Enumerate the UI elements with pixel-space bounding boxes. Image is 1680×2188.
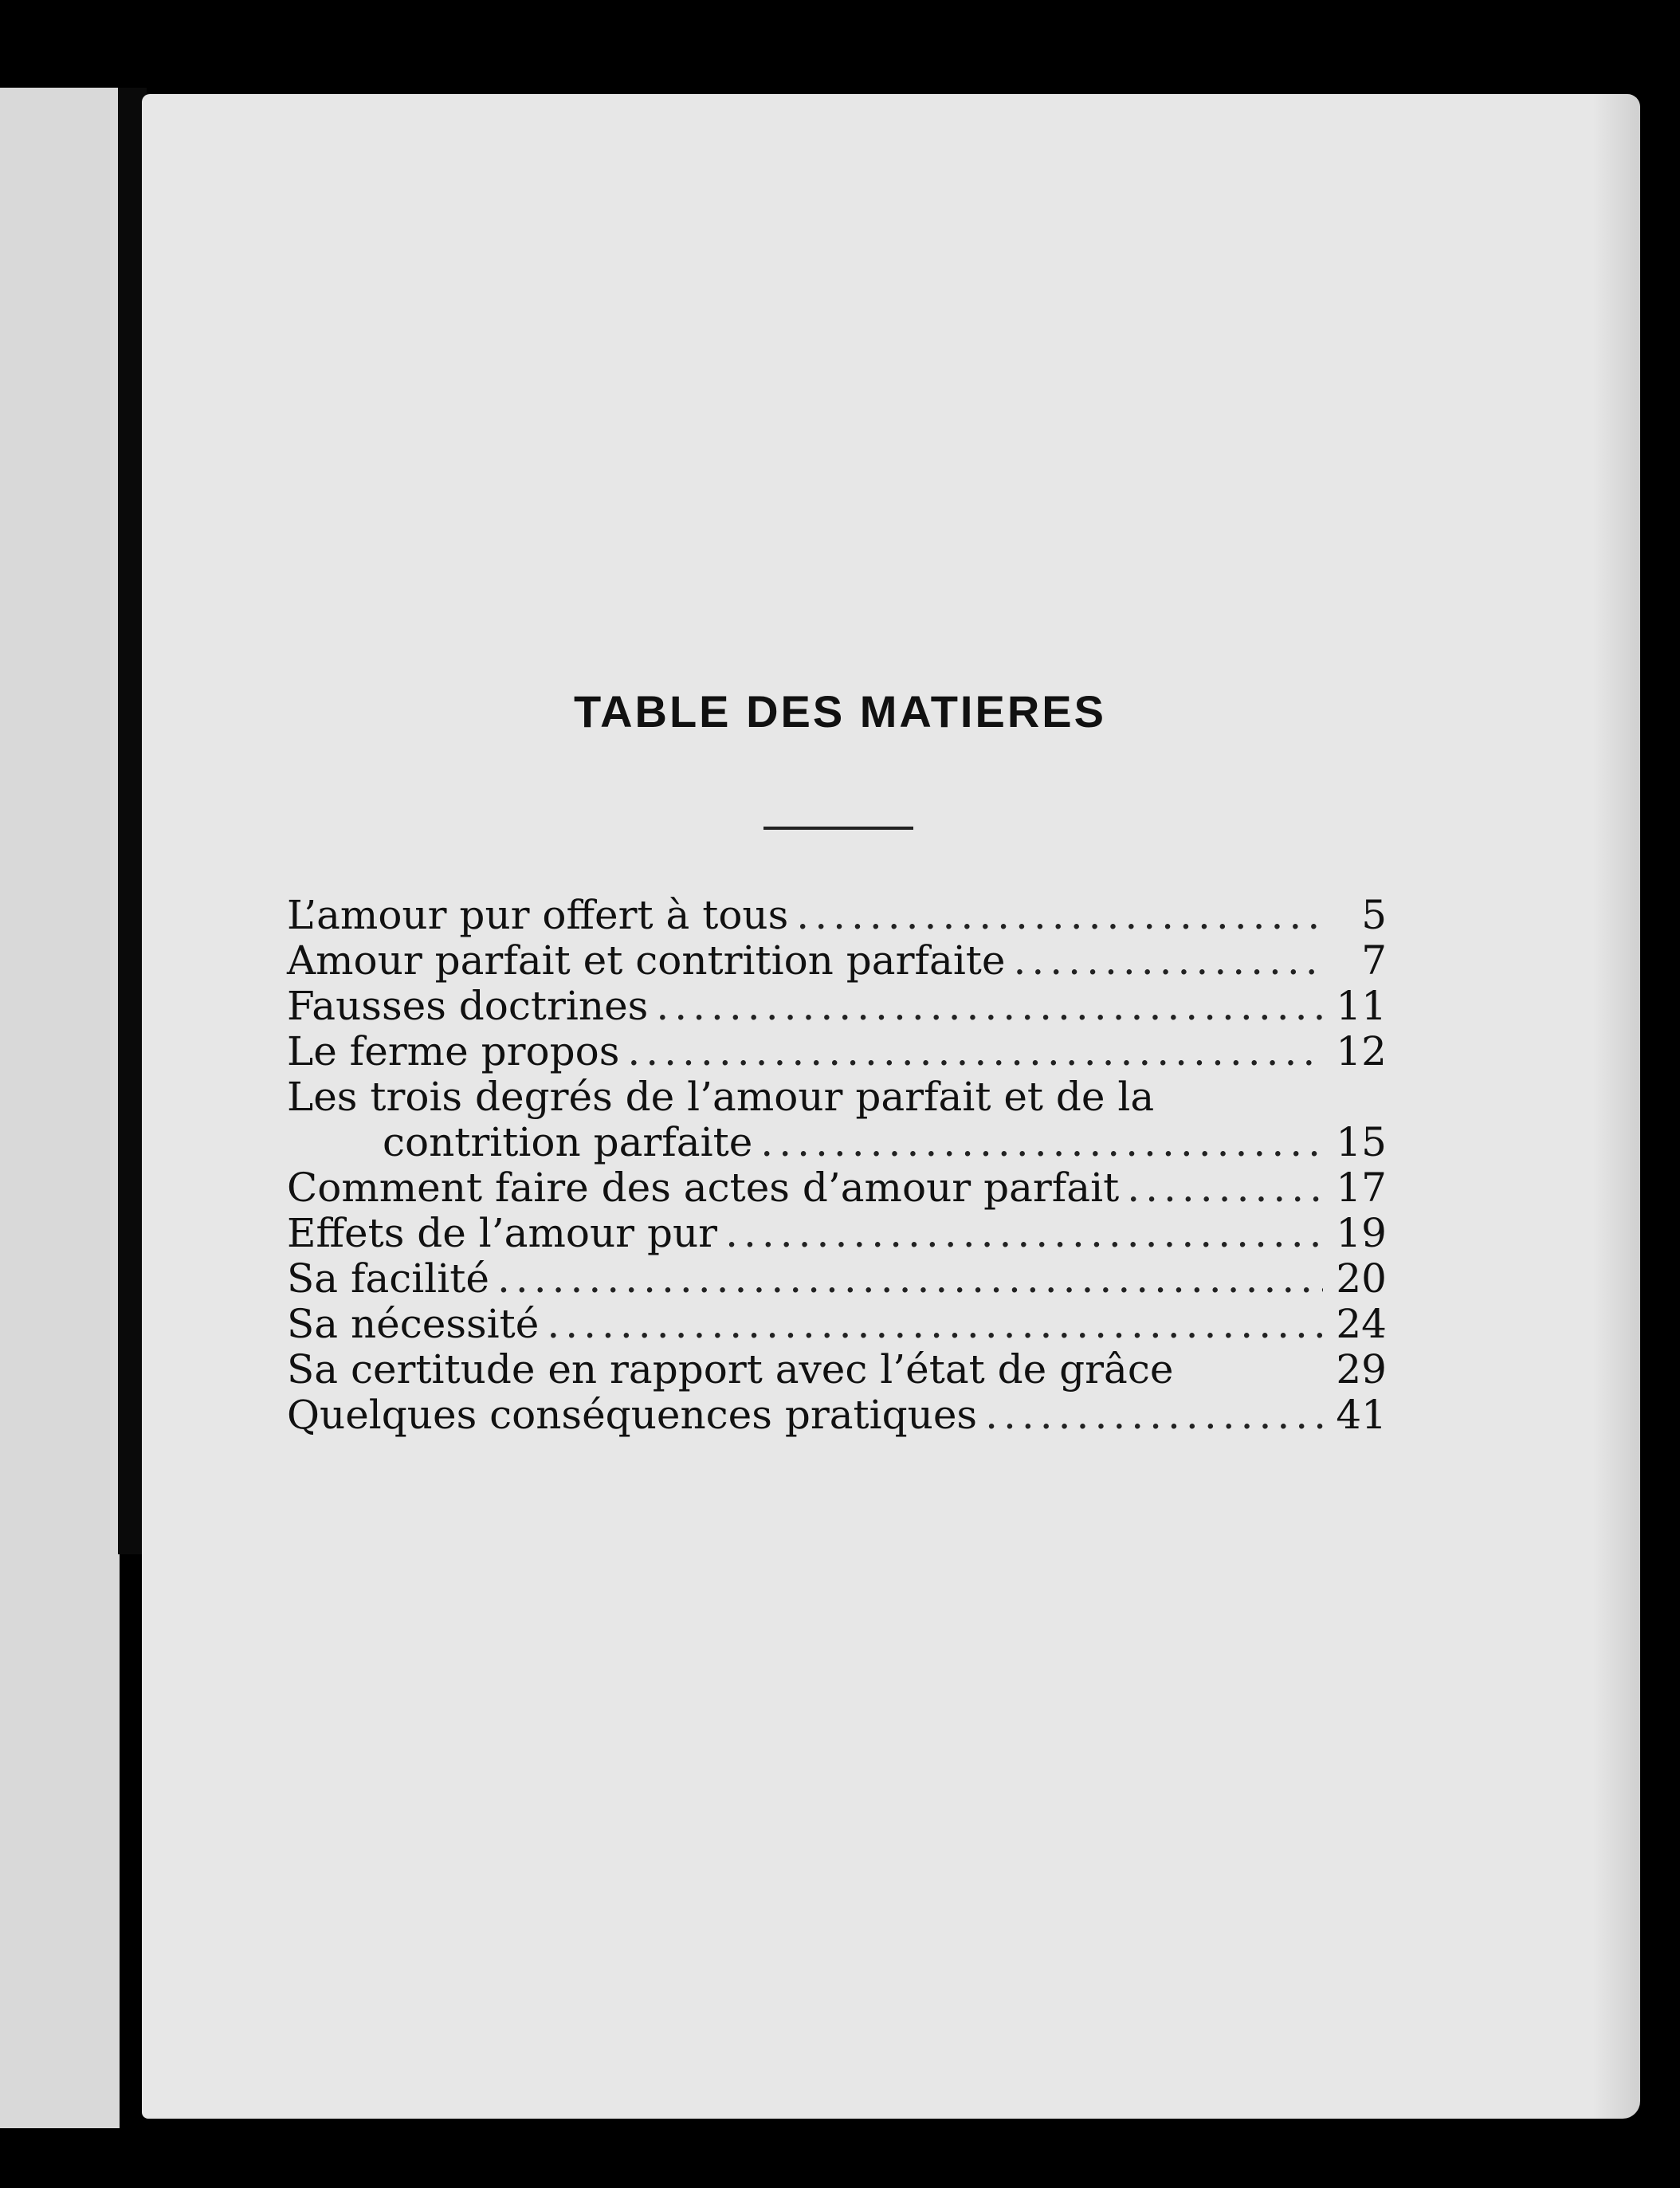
toc-entry-title: Sa facilité: [287, 1255, 489, 1302]
toc-entry-page: 17: [1336, 1165, 1387, 1211]
toc-entry-title: Les trois degrés de l’amour parfait et de la: [287, 1074, 1155, 1120]
toc-entry-title: Quelques conséquences pratiques: [287, 1392, 978, 1438]
page-title: TABLE DES MATIERES: [574, 686, 1106, 737]
toc-entry-page: 7: [1361, 937, 1387, 984]
toc-leader-dots: [547, 1302, 1323, 1347]
toc-entry-page: 24: [1336, 1301, 1387, 1347]
toc-leader-dots: [725, 1211, 1323, 1256]
toc-leader-dots: [1014, 938, 1324, 984]
title-divider: [763, 827, 913, 830]
toc-entry-page: 29: [1336, 1346, 1387, 1393]
left-page-fragment: [0, 88, 120, 2128]
toc-entry: [287, 1165, 1387, 1211]
toc-leader-dots: [760, 1120, 1323, 1165]
toc-entry-page: 41: [1336, 1392, 1387, 1438]
toc-entry: [287, 1256, 1387, 1302]
toc-leader-dots: [627, 1029, 1323, 1074]
toc-leader-dots: [1127, 1165, 1323, 1211]
toc-entry: [287, 1302, 1387, 1347]
toc-entry: [287, 893, 1387, 938]
toc-leader-dots: [985, 1393, 1323, 1438]
toc-entry-continuation: [287, 1120, 1387, 1165]
toc-entry: [287, 1393, 1387, 1438]
page-edge-shade: [1592, 94, 1640, 2119]
toc-leader-dots: [497, 1256, 1323, 1302]
toc-entry-title: Comment faire des actes d’amour parfait: [287, 1165, 1120, 1211]
toc-entry-title: Sa certitude en rapport avec l’état de grâce: [287, 1346, 1174, 1393]
toc-entry-title: contrition parfaite: [383, 1119, 753, 1165]
toc-entry-page: 20: [1336, 1255, 1387, 1302]
toc-entry: [287, 938, 1387, 984]
toc-entry-title: Sa nécessité: [287, 1301, 540, 1347]
toc-entry-title: Fausses doctrines: [287, 983, 649, 1029]
toc-entry-page: 12: [1336, 1028, 1387, 1074]
toc-entry-title: Amour parfait et contrition parfaite: [287, 937, 1006, 984]
toc-leader-dots: [656, 984, 1323, 1029]
toc-entry: [287, 1211, 1387, 1256]
toc-entry-title: L’amour pur offert à tous: [287, 892, 789, 938]
toc-entry: [287, 1347, 1387, 1393]
toc-entry-page: 15: [1336, 1119, 1387, 1165]
toc-entry-page: 19: [1336, 1210, 1387, 1256]
toc-entry: [287, 1029, 1387, 1074]
toc-entry: [287, 1074, 1387, 1120]
toc-entry: [287, 984, 1387, 1029]
toc-entry-title: Le ferme propos: [287, 1028, 620, 1074]
table-of-contents: [287, 893, 1387, 1438]
toc-leader-dots: [796, 893, 1323, 938]
toc-entry-page: 5: [1361, 892, 1387, 938]
toc-entry-page: 11: [1336, 983, 1387, 1029]
toc-entry-title: Effets de l’amour pur: [287, 1210, 718, 1256]
